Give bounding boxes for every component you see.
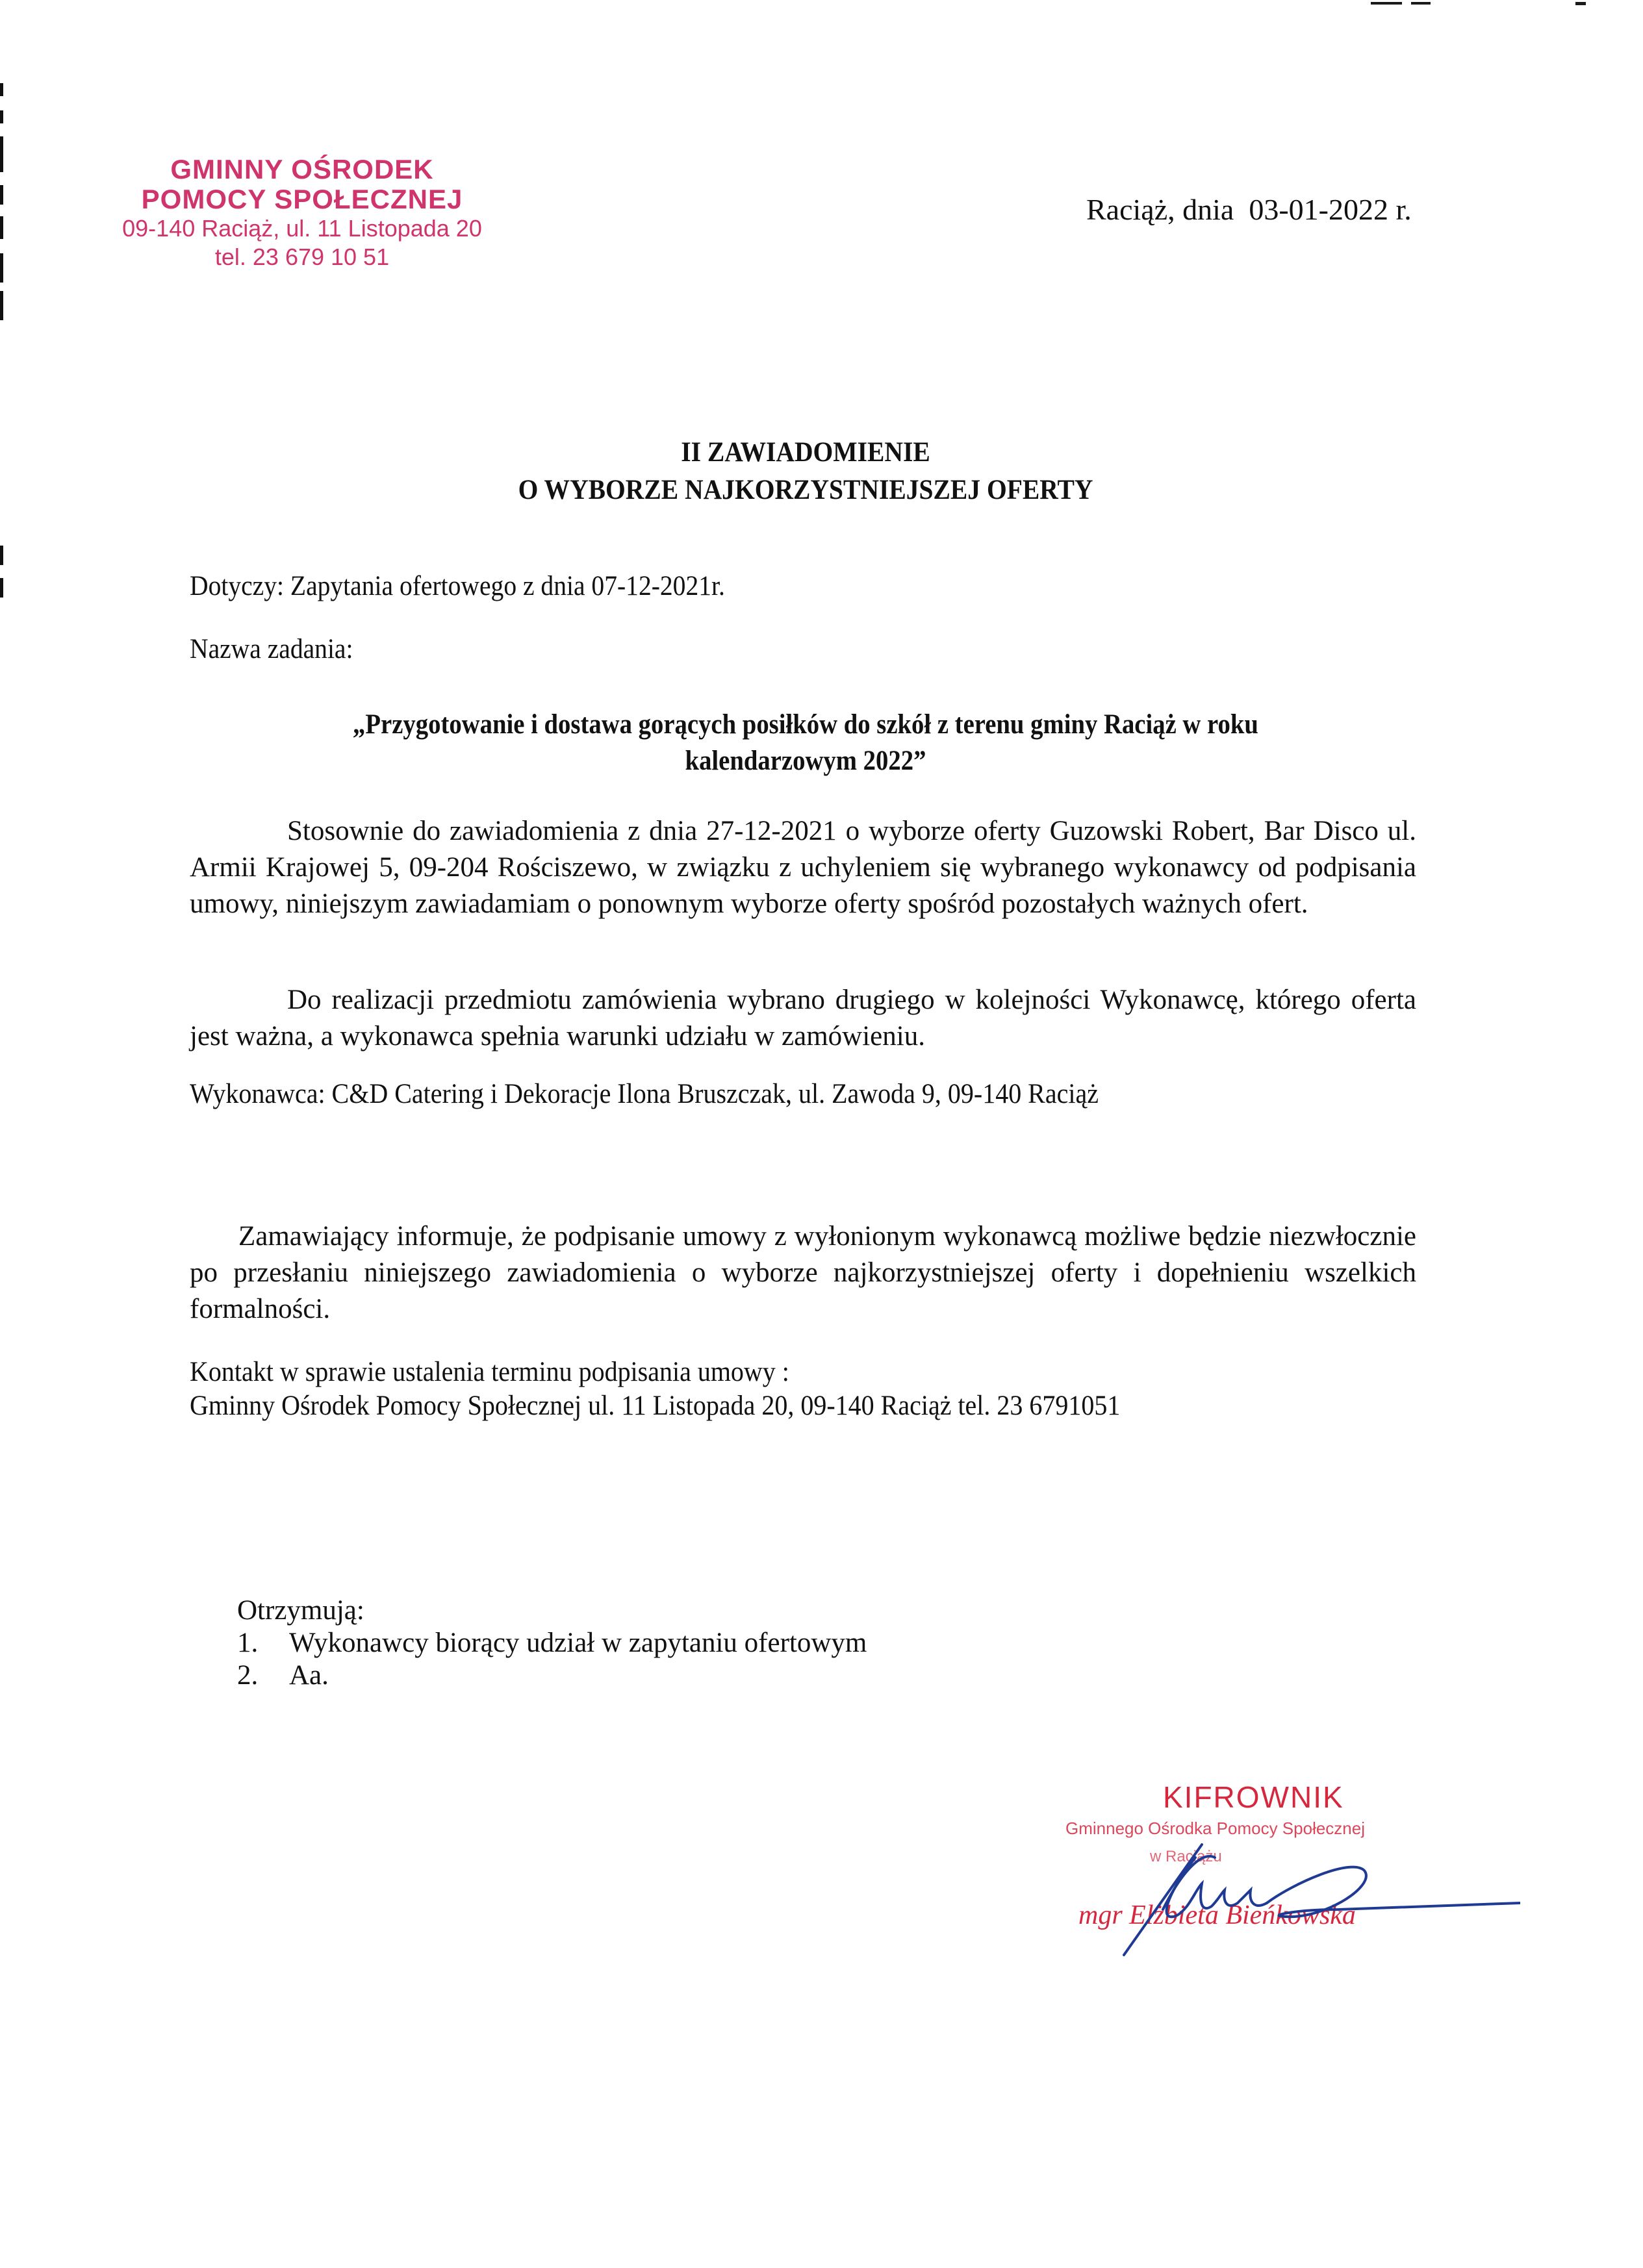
contact-details: Gminny Ośrodek Pomocy Społecznej ul. 11 Listopada 20, 09-140 Raciąż tel. 23 6791051 xyxy=(190,1391,1121,1421)
signature-stamp-place: w Raciążu xyxy=(1150,1848,1222,1865)
stamp-address: 09-140 Raciąż, ul. 11 Listopada 20 xyxy=(122,215,482,242)
recipient-number: 1. xyxy=(237,1628,259,1658)
paragraph-notice xyxy=(190,813,1416,922)
document-date: Raciąż, dnia 03-01-2022 r. xyxy=(1086,193,1412,226)
document-title xyxy=(423,434,1188,509)
stamp-phone: tel. 23 679 10 51 xyxy=(214,244,390,270)
paragraph-text: Stosownie do zawiadomienia z dnia 27-12-2021 o wyborze oferty Guzowski Robert, Bar Disco ul. Armii Krajowej 5, 09-204 Rościszewo, w związku z uchyleniem się wybranego wykonawcy od podpisania umowy, niniejszym zawiadamiam o ponownym wyborze oferty spośród pozostałych ważnych ofert. xyxy=(190,816,1416,919)
contractor-line: Wykonawca: C&D Catering i Dekoracje Ilona Bruszczak, ul. Zawoda 9, 09-140 Raciąż xyxy=(190,1079,1099,1109)
signature-stamp-title: KIFROWNIK xyxy=(1163,1780,1344,1814)
scan-artifact xyxy=(1411,2,1431,5)
paragraph-information xyxy=(190,1218,1416,1328)
recipient-item xyxy=(237,1627,867,1659)
scan-edge-mark xyxy=(0,291,3,320)
recipient-number: 2. xyxy=(237,1660,259,1691)
title-line-2: O WYBORZE NAJKORZYSTNIEJSZEJ OFERTY xyxy=(518,475,1093,505)
title-line-1: II ZAWIADOMIENIE xyxy=(681,437,930,468)
scan-edge-mark xyxy=(0,83,3,96)
stamp-line-2: POMOCY SPOŁECZNEJ xyxy=(141,184,463,214)
scan-edge-mark xyxy=(0,578,3,598)
signature-stamp-name: mgr Elżbieta Bieńkowska xyxy=(1078,1900,1356,1930)
paragraph-text: Zamawiający informuje, że podpisanie umowy z wyłonionym wykonawcą możliwe będzie niezwłocznie po przesłaniu niniejszego zawiadomienia o wyborze najkorzystniejszej oferty i dopełnieniu wszelkich formalności. xyxy=(190,1221,1416,1324)
paragraph-selection xyxy=(190,982,1416,1055)
recipient-item xyxy=(237,1659,867,1692)
recipient-text: Aa. xyxy=(289,1660,329,1691)
paragraph-text: Do realizacji przedmiotu zamówienia wybrano drugiego w kolejności Wykonawcę, którego oferta jest ważna, a wykonawca spełnia warunki udziału w zamówieniu. xyxy=(190,985,1416,1052)
scan-edge-mark xyxy=(0,110,3,123)
scan-edge-mark xyxy=(0,136,3,172)
scan-edge-mark xyxy=(0,253,3,283)
task-label: Nazwa zadania: xyxy=(190,634,353,664)
stamp-line-1: GMINNY OŚRODEK xyxy=(170,154,434,184)
scan-edge-mark xyxy=(0,185,3,205)
scan-edge-mark xyxy=(0,546,3,565)
recipients-list xyxy=(237,1594,867,1692)
contact-label: Kontakt w sprawie ustalenia terminu podpisania umowy : xyxy=(190,1357,789,1387)
handwritten-signature xyxy=(1104,1832,1520,1961)
recipients-heading: Otrzymują: xyxy=(237,1595,364,1626)
signature-stamp-org: Gminnego Ośrodka Pomocy Społecznej xyxy=(1065,1819,1366,1838)
subject-line: Dotyczy: Zapytania ofertowego z dnia 07-12-2021r. xyxy=(190,571,725,601)
task-name-line-2: kalendarzowym 2022” xyxy=(685,746,926,776)
task-name-line-1: „Przygotowanie i dostawa gorących posiłków do szkół z terenu gminy Raciąż w roku xyxy=(353,709,1258,740)
scan-artifact xyxy=(1575,2,1586,5)
signature-stroke xyxy=(1167,1858,1267,1917)
signature-stroke xyxy=(1267,1867,1520,1917)
scan-artifact xyxy=(1371,2,1402,5)
recipient-text: Wykonawcy biorący udział w zapytaniu ofertowym xyxy=(289,1628,867,1658)
scan-edge-mark xyxy=(0,216,3,239)
institution-stamp xyxy=(120,155,484,271)
task-name xyxy=(303,707,1308,779)
